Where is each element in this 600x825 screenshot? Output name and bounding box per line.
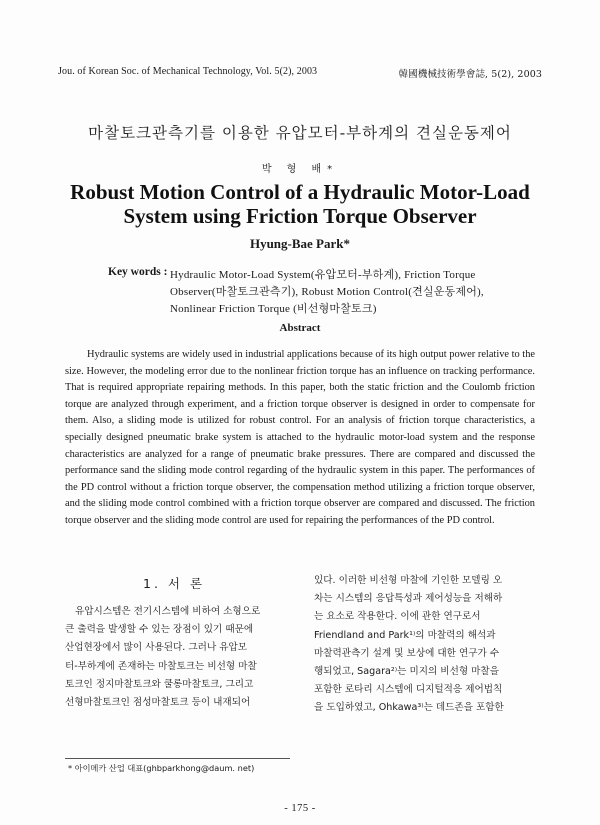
author-footnote: * 아이메카 산업 대표(ghbparkhong@daum. net) — [68, 763, 255, 773]
body-line: 는 요소로 작용한다. 이에 관한 연구로서 — [314, 611, 481, 623]
body-column-left — [65, 603, 290, 712]
keywords-line-3: Nonlinear Friction Torque (비선형마찰토크) — [170, 303, 377, 315]
title-english-line-1: Robust Motion Control of a Hydraulic Motor-Load — [70, 180, 530, 204]
author-korean: 박 형 배* — [261, 164, 339, 175]
page-number: - 175 - — [284, 803, 316, 814]
abstract-text: Hydraulic systems are widely used in industrial applications because of its high output power relative to the size. However, the modeling error due to the nonlinear friction torque has an influence on tracking performance. That is required appropriate repairing methods. In this paper, both the static friction and the Coulomb friction torque are analyzed through experiment, and a friction torque observer is designed in order to compensate for them. Also, a sliding mode is utilized for robust control. For an analysis of friction torque characteristics, a specially designed pneumatic brake system is attached to the hydraulic motor-load system and the response characteristics are analyzed for a range of pneumatic brake pressures. There are compared and discussed the performance sand the sliding mode control regarding of the hydraulic system in this paper. The performances of the PD control without a friction torque observer, the compensation method utilizing a friction torque observer, and the sliding mode control combined with a friction torque observer are compared and discussed. The friction torque observer and the sliding mode control are used for repairing the performances of the PD control. — [65, 349, 535, 526]
body-line: 행되었고, Sagara²⁾는 미지의 비선형 마찰을 — [314, 665, 499, 677]
title-english — [0, 180, 600, 228]
abstract-heading: Abstract — [279, 322, 321, 334]
title-english-line-2: System using Friction Torque Observer — [123, 204, 477, 228]
journal-header-left: Jou. of Korean Soc. of Mechanical Technology, Vol. 5(2), 2003 — [58, 66, 318, 77]
body-line: 포함한 로타리 시스템에 디지털적응 제어법칙 — [314, 684, 503, 696]
body-column-right — [314, 572, 540, 718]
body-line: 을 도입하였고, Ohkawa³⁾는 데드존을 포함한 — [314, 702, 504, 714]
keywords-line-2: Observer(마찰토크관측기), Robust Motion Control(견실운동제어), — [170, 286, 484, 298]
body-line: 마찰력관측기 설계 및 보상에 대한 연구가 수 — [314, 647, 500, 659]
keywords-line-1: Hydraulic Motor-Load System(유압모터-부하계), Friction Torque — [170, 269, 476, 281]
abstract-body — [65, 347, 535, 530]
footnote-divider — [65, 758, 290, 759]
author-english: Hyung-Bae Park* — [249, 236, 351, 251]
body-line: 차는 시스템의 응답특성과 제어성능을 저해하 — [314, 593, 503, 605]
section-heading-introduction: 1. 서 론 — [143, 576, 206, 591]
body-line: 토크인 정지마찰토크와 쿨롱마찰토크, 그리고 — [65, 678, 254, 690]
title-korean: 마찰토크관측기를 이용한 유압모터-부하계의 견실운동제어 — [88, 124, 512, 142]
body-line: Friendland and Park¹⁾의 마찰력의 해석과 — [314, 629, 496, 641]
body-line: 선형마찰토크인 점성마찰토크 등이 내재되어 — [65, 696, 251, 708]
body-line: 터-부하계에 존재하는 마찰토크는 비선형 마찰 — [65, 660, 257, 672]
keywords-label: Key words : — [108, 266, 168, 278]
journal-header-right: 韓國機械技術學會誌, 5(2), 2003 — [398, 69, 542, 80]
body-line: 있다. 이러한 비선형 마찰에 기인한 모델링 오 — [314, 575, 503, 586]
body-line: 산업현장에서 많이 사용된다. 그러나 유압모 — [65, 642, 248, 654]
body-line: 큰 출력을 발생할 수 있는 장점이 있기 때문에 — [65, 624, 254, 636]
body-line: 유압시스템은 전기시스템에 비하여 소형으로 — [75, 606, 261, 617]
